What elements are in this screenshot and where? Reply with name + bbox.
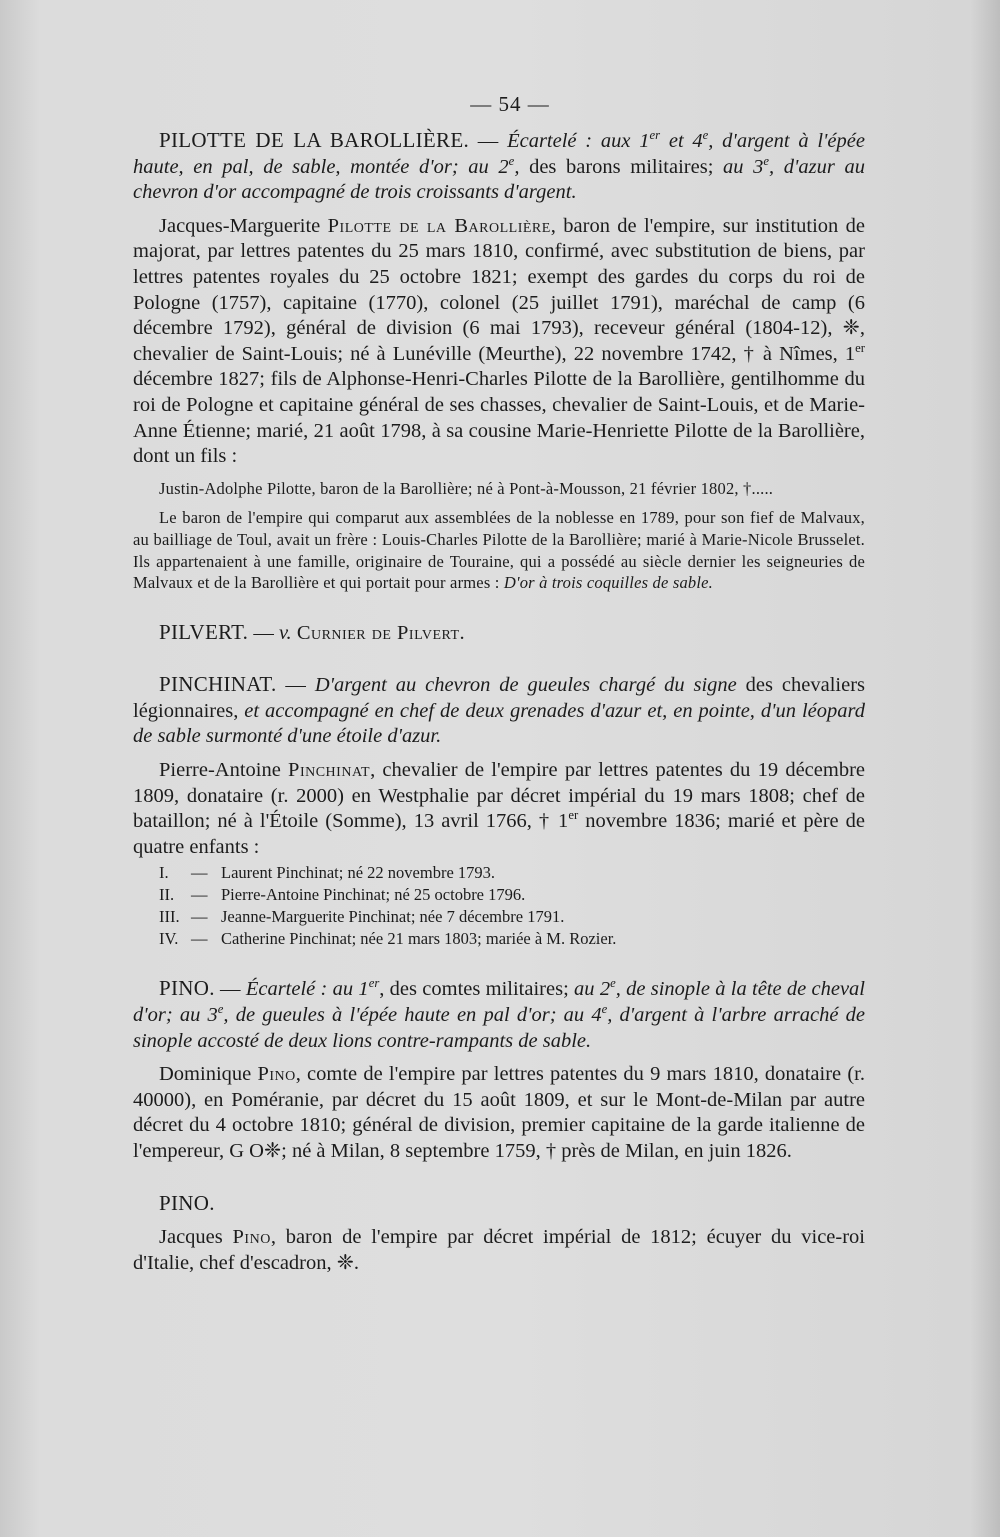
arms-text: , [514, 155, 530, 178]
ordinal: e [763, 153, 770, 168]
bio-text: , chevalier de l'empire par lettres patentes du 19 décembre 1809, donataire (r. 2000) en Westphalie par décret impérial du 19 mars 1808; chef de bataillon; né à l'Étoile (Somme), 13 avril 1766, † 1 [133, 759, 865, 833]
entry-pilotte-arms [133, 128, 865, 206]
entry-pinchinat-bio [133, 758, 865, 860]
ordinal: e [217, 1002, 224, 1017]
arms-text: , d'azur au chevron d'or accompagné de trois croissants d'argent. [133, 155, 865, 204]
arms-text: Écartelé : au 1 [245, 978, 369, 1001]
arms-text: , d'argent à l'épée haute, en pal, de sable, montée d'or; au 2 [133, 130, 865, 178]
person-surname: Pino [257, 1063, 296, 1086]
entry-pilvert [133, 620, 865, 647]
child-text: Laurent Pinchinat; né 22 novembre 1793. [221, 863, 496, 883]
entry-pino-2-heading [133, 1191, 865, 1218]
dash: — [248, 621, 279, 644]
family-note [133, 507, 865, 593]
person-name: Jacques [159, 1226, 233, 1249]
person-name: Pierre-Antoine [159, 759, 289, 782]
arms-roman-text: , des comtes militaires; [379, 978, 569, 1001]
person-name: Dominique [159, 1063, 258, 1086]
entry-heading: PILVERT. [159, 619, 249, 644]
ordinal: er [855, 340, 865, 355]
arms-text: et accompagné en chef de deux grenades d'azur et, en pointe, d'un léopard de sable surmonté d'une étoile d'azur. [133, 699, 865, 748]
entry-pinchinat-arms [133, 672, 865, 750]
ordinal: e [601, 1002, 608, 1017]
list-number: IV. [159, 929, 179, 949]
arms-roman-text: des chevaliers légionnaires, [133, 674, 866, 722]
list-number: III. [159, 907, 180, 927]
bio-text: novembre 1836; marié et père de quatre enfants : [133, 810, 865, 858]
child-text: Jeanne-Marguerite Pinchinat; née 7 décembre 1791. [221, 907, 565, 927]
arms-text: , d'argent à l'arbre arraché de sinople accosté de deux lions contre-rampants de sable. [133, 1004, 865, 1052]
arms-roman-text: des barons militaires; [529, 155, 714, 178]
entry-heading: PILOTTE DE LA BAROLLIÈRE. [159, 128, 470, 152]
list-item [159, 928, 865, 950]
dash: — [191, 863, 208, 883]
arms-text: au 2 [568, 978, 611, 1001]
page-number: — 54 — [470, 92, 550, 116]
ordinal: e [610, 976, 616, 991]
arms-text: et 4 [660, 130, 703, 152]
arms-text: D'argent au chevron de gueules chargé du signe [314, 674, 737, 697]
see-ref: v. [278, 621, 292, 644]
dash: — [214, 978, 246, 1001]
bio-text: , baron de l'empire par décret impérial de 1812; écuyer du vice-roi d'Italie, chef d'escadron, ❈. [133, 1226, 865, 1274]
entry-pino-2-bio [133, 1225, 865, 1276]
entry-pilotte-bio [133, 214, 865, 470]
person-name: Jacques-Marguerite [159, 214, 328, 237]
note-text: Le baron de l'empire qui comparut aux assemblées de la noblesse en 1789, pour son fief de Malvaux, au bailliage de Toul, avait un frère : Louis-Charles Pilotte de la Barollière; marié à Marie-Nicole Brusselet. Ils appartenaient à une famille, originaire de Touraine, qui a possédé au siècle dernier les seigneuries de Malvaux et de la Barollière et qui portait pour armes : [133, 508, 865, 593]
bio-text: , baron de l'empire, sur institution de majorat, par lettres patentes du 25 mars 1810, confirmé, avec substitution de biens, par lettres patentes royales du 25 octobre 1821; exempt des gardes du corps du roi de Pologne (1757), capitaine (1770), colonel (25 juillet 1791), maréchal de camp (6 décembre 1792), général de division (6 mai 1793), receveur général (1804-12), ❈, chevalier de Saint-Louis; né à Lunéville (Meurthe), 22 novembre 1742, † à Nîmes, 1 [133, 214, 865, 365]
cross-reference: Curnier de Pilvert. [296, 621, 466, 644]
entry-heading: PINO. [159, 1190, 215, 1215]
arms-text: , de gueules à l'épée haute en pal d'or; au 4 [223, 1004, 602, 1027]
dash: — [191, 929, 208, 949]
note-arms: D'or à trois coquilles de sable. [503, 573, 714, 593]
child-text: Pierre-Antoine Pinchinat; né 25 octobre 1796. [221, 885, 526, 905]
child-text: Catherine Pinchinat; née 21 mars 1803; mariée à M. Rozier. [221, 929, 617, 949]
ordinal: er [649, 128, 661, 143]
entry-pino-arms [133, 976, 865, 1054]
list-number: II. [159, 885, 175, 905]
page-body [133, 128, 865, 1276]
entry-pino-bio [133, 1062, 865, 1164]
bio-text: , comte de l'empire par lettres patentes du 9 mars 1810, donataire (r. 40000), en Poméranie, par décret du 15 août 1809, et sur le Mont-de-Milan par autre décret du 4 octobre 1810; général de division, premier capitaine de la garde italienne de l'empereur, G O❈; né à Milan, 8 septembre 1759, † près de Milan, en juin 1826. [133, 1063, 865, 1162]
person-surname: Pino [232, 1226, 271, 1249]
dash: — [191, 907, 208, 927]
list-item [159, 884, 865, 906]
son-line: Justin-Adolphe Pilotte, baron de la Barollière; né à Pont-à-Mousson, 21 février 1802, †..... [159, 478, 774, 498]
dash: — [276, 674, 315, 697]
ordinal: er [568, 808, 579, 823]
dash: — [191, 885, 208, 905]
entry-heading: PINCHINAT. [159, 672, 277, 697]
arms-text: Écartelé : aux 1 [507, 130, 650, 152]
list-item [159, 862, 865, 884]
ordinal: e [508, 153, 515, 168]
person-surname: Pilotte de la Barollière [327, 214, 551, 237]
entry-heading: PINO. [159, 976, 215, 1001]
bio-text: décembre 1827; fils de Alphonse-Henri-Charles Pilotte de la Barollière, gentilhomme du roi de Pologne et capitaine général de ses chasses, chevalier de Saint-Louis, et de Marie-Anne Étienne; marié, 21 août 1798, à sa cousine Marie-Henriette Pilotte de la Barollière, dont un fils : [133, 368, 865, 468]
ordinal: er [368, 976, 380, 991]
dash: — [469, 130, 508, 152]
children-list [159, 862, 865, 950]
list-item [159, 906, 865, 928]
list-number: I. [159, 863, 169, 883]
arms-text: au 3 [713, 155, 764, 178]
ordinal: e [702, 128, 709, 143]
person-surname: Pinchinat [288, 759, 371, 782]
arms-text: , de sinople à la tête de cheval d'or; au 3 [133, 978, 865, 1027]
